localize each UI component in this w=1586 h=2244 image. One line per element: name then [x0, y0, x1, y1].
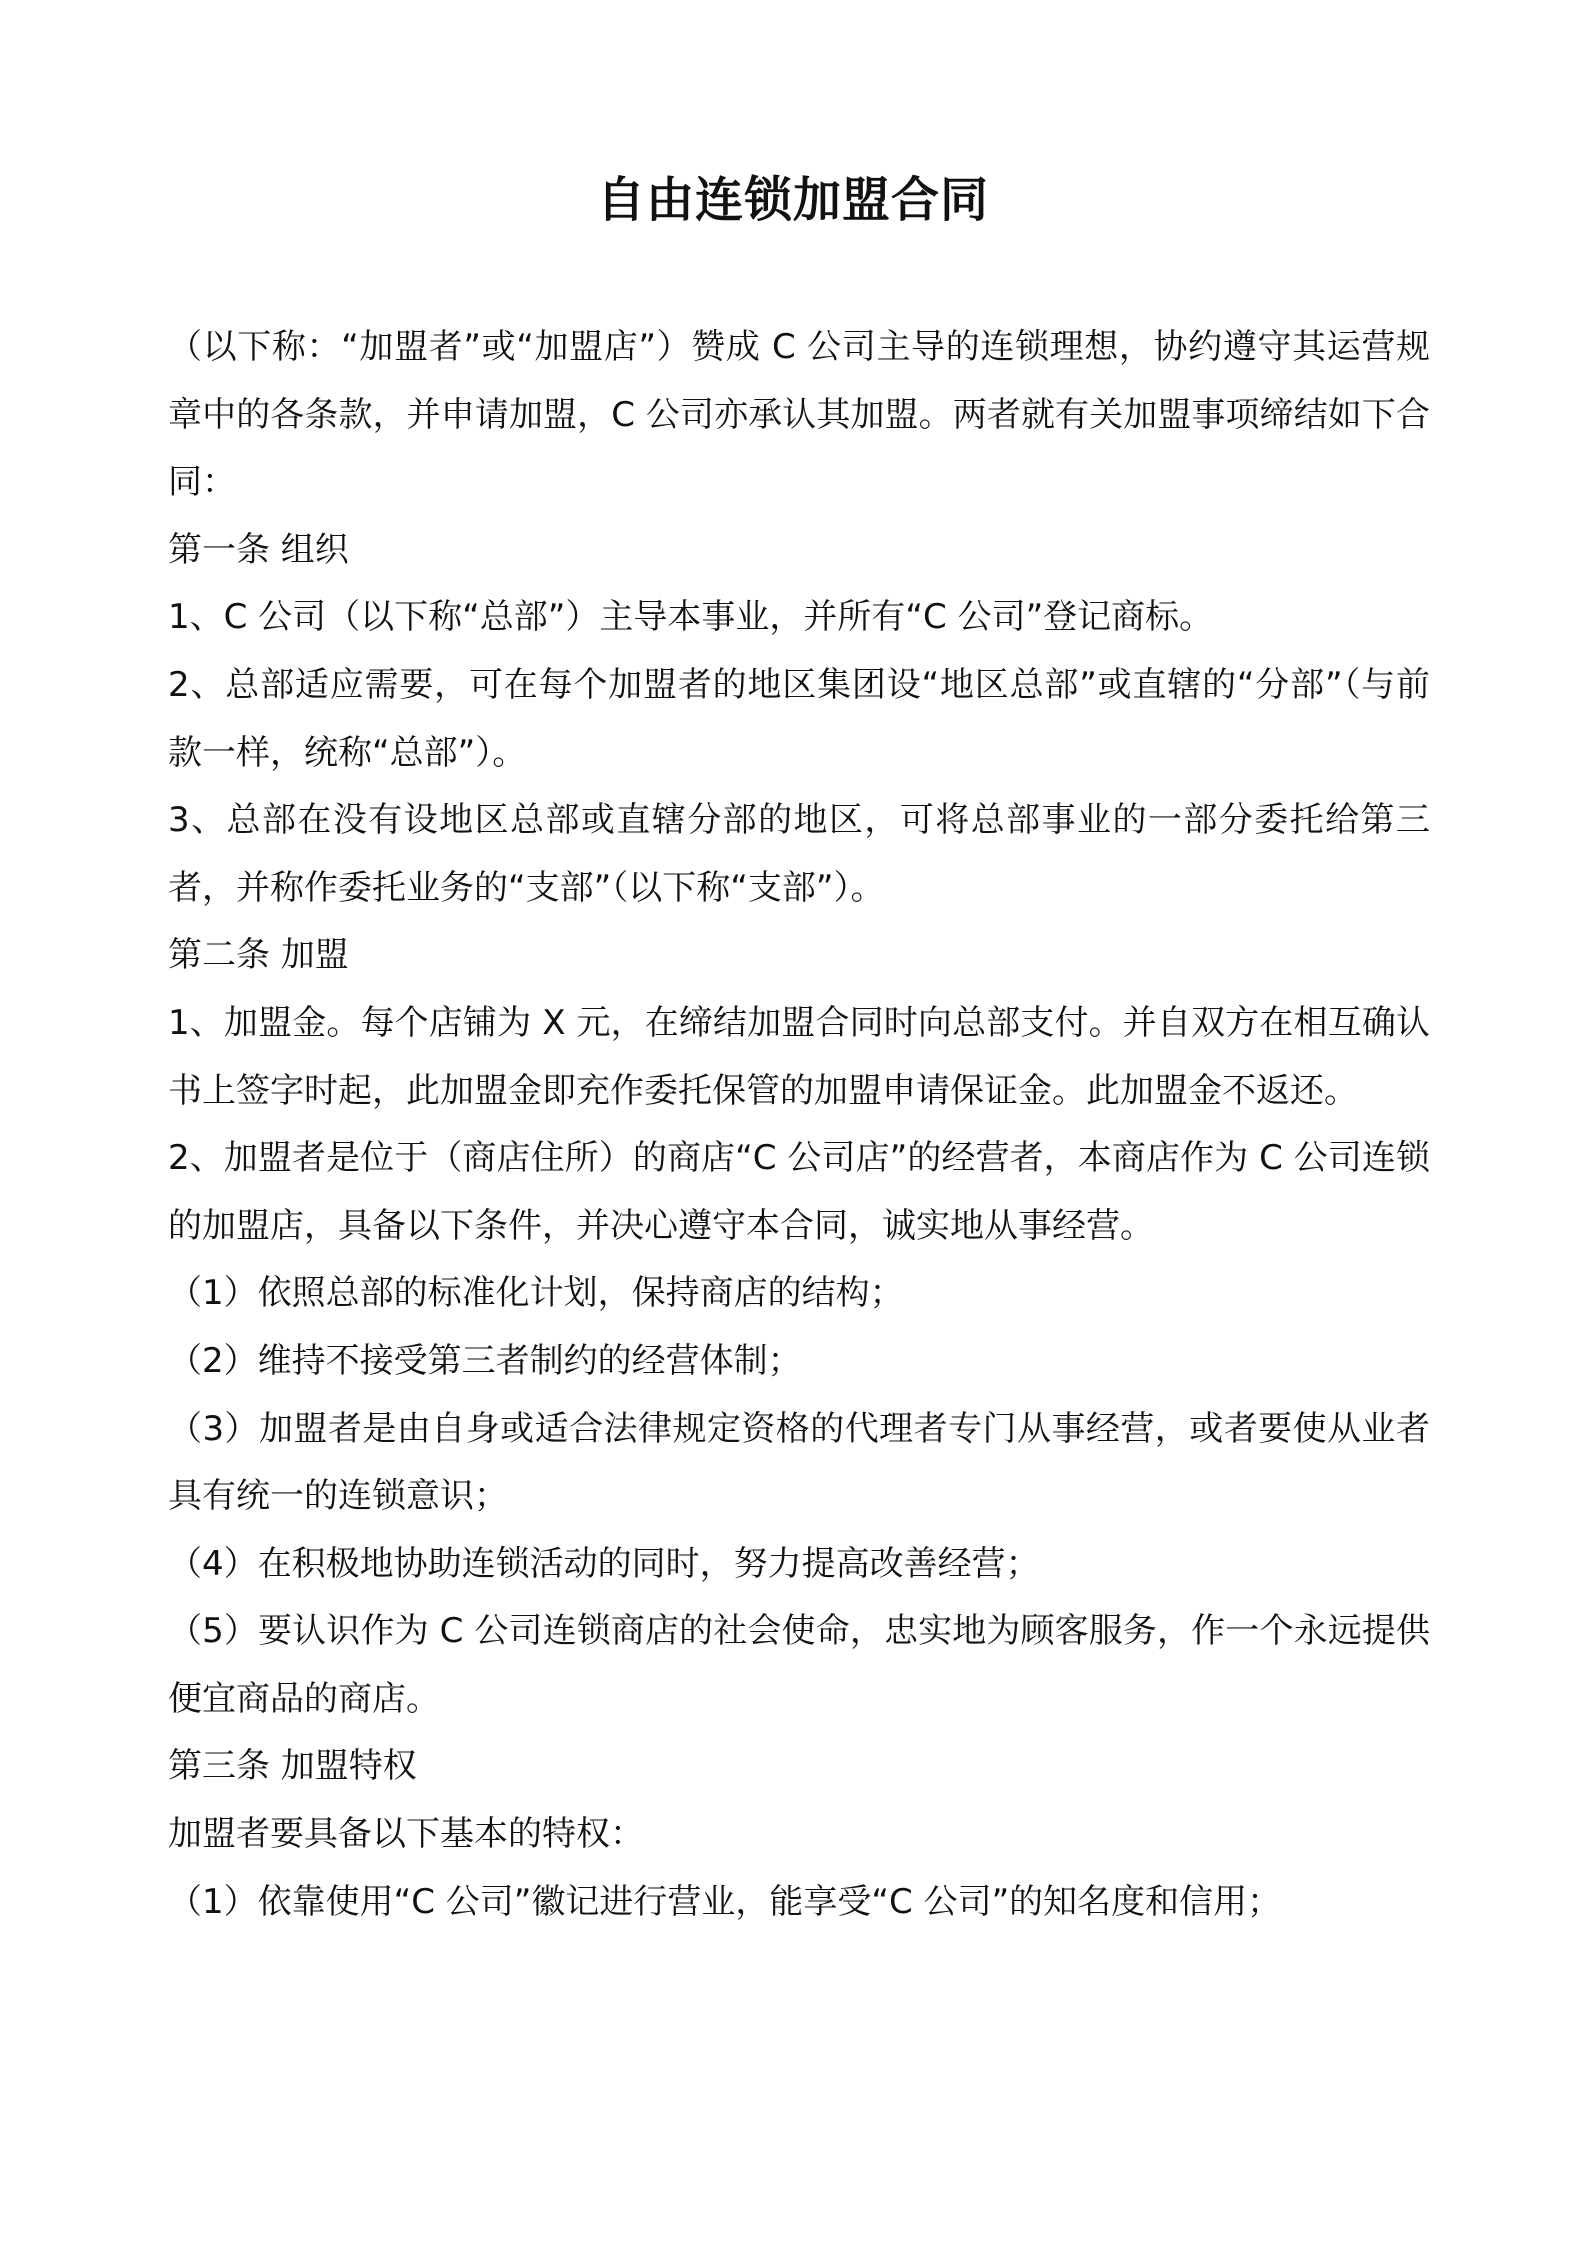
article-1-clause-1: 1、C 公司（以下称“总部”）主导本事业，并所有“C 公司”登记商标。 — [168, 597, 1214, 638]
article-2-item-4: （4）在积极地协助连锁活动的同时，努力提高改善经营； — [168, 1543, 1040, 1584]
article-2-item-1: （1）依照总部的标准化计划，保持商店的结构； — [168, 1273, 904, 1314]
article-2-item-2: （2）维持不接受第三者制约的经营体制； — [168, 1340, 802, 1381]
article-2-item-5: （5）要认识作为 C 公司连锁商店的社会使命，忠实地为顾客服务，作一个永远提供便宜商品的商店。 — [168, 1611, 1430, 1719]
article-2-clause-1: 1、加盟金。每个店铺为 X 元，在缔结加盟合同时向总部支付。并自双方在相互确认书上签字时起，此加盟金即充作委托保管的加盟申请保证金。此加盟金不返还。 — [168, 1002, 1430, 1111]
preamble-paragraph: （以下称：“加盟者”或“加盟店”）赞成 C 公司主导的连锁理想，协约遵守其运营规章中的各条款，并申请加盟，C 公司亦承认其加盟。两者就有关加盟事项缔结如下合同： — [168, 327, 1430, 503]
article-2-item-3: （3）加盟者是由自身或适合法律规定资格的代理者专门从事经营，或者要使从业者具有统一的连锁意识； — [168, 1408, 1430, 1517]
article-3-intro: 加盟者要具备以下基本的特权： — [168, 1814, 644, 1855]
document-body — [168, 314, 1430, 1936]
article-1-clause-3: 3、总部在没有设地区总部或直辖分部的地区，可将总部事业的一部分委托给第三者，并称作委托业务的“支部”（以下称“支部”）。 — [168, 800, 1430, 908]
article-2-clause-2: 2、加盟者是位于（商店住所）的商店“C 公司店”的经营者，本商店作为 C 公司连锁的加盟店，具备以下条件，并决心遵守本合同，诚实地从事经营。 — [168, 1138, 1430, 1246]
article-3-item-1: （1）依靠使用“C 公司”徽记进行营业，能享受“C 公司”的知名度和信用； — [168, 1881, 1282, 1922]
article-1-clause-2: 2、总部适应需要，可在每个加盟者的地区集团设“地区总部”或直辖的“分部”（与前款一样，统称“总部”）。 — [168, 664, 1430, 773]
document-title: 自由连锁加盟合同 — [596, 172, 989, 228]
article-3-heading: 第三条 加盟特权 — [168, 1746, 417, 1787]
article-1-heading: 第一条 组织 — [168, 529, 349, 570]
article-2-heading: 第二条 加盟 — [168, 935, 349, 976]
